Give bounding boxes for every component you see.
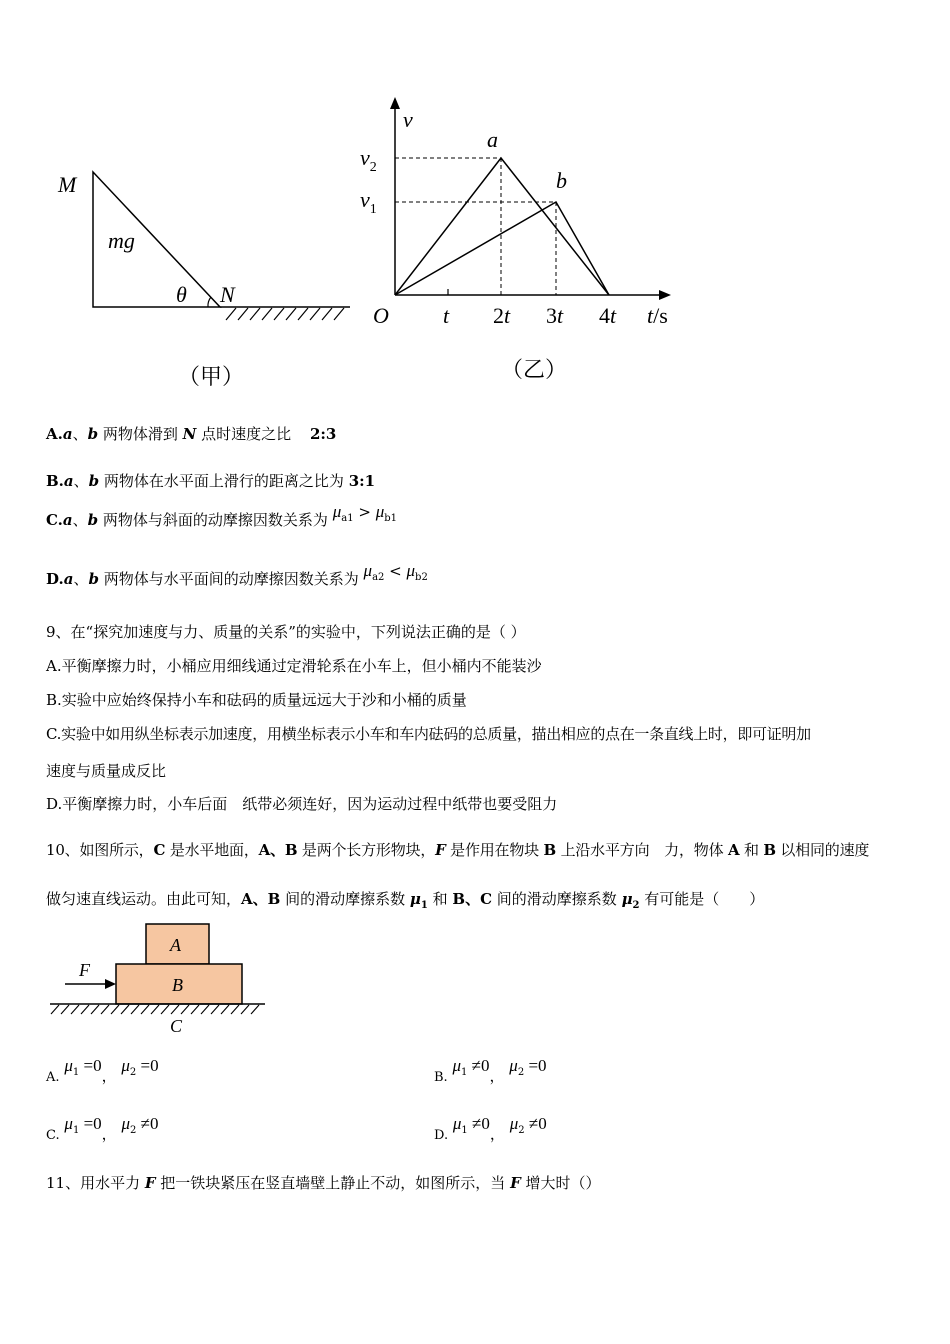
angle-arc (208, 297, 211, 307)
fig-label-b: B (172, 975, 183, 995)
q8-option-c: C.a、b 两物体与斜面的动摩擦因数关系为 $\mu_{a1} > \mu_{b1}$ (46, 502, 398, 529)
q9-option-a: A.平衡摩擦力时，小桶应用细线通过定滑轮系在小车上，但小桶内不能装沙 (46, 657, 542, 675)
q11-stem: 11、用水平力 F 把一铁块紧压在竖直墙壁上静止不动，如图所示，当 F 增大时（） (46, 1174, 601, 1192)
tick-2t: 2t (493, 303, 511, 328)
label-a: a (487, 127, 498, 152)
q8-option-b: B.a、b 两物体在水平面上滑行的距离之比为 3:1 (46, 472, 376, 490)
label-N: N (220, 282, 235, 307)
q8-option-d: D.a、b 两物体与水平面间的动摩擦因数关系为 $\mu_{a2} < \mu_{b2}$ (46, 561, 428, 588)
tick-4t: 4t (599, 303, 617, 328)
q9-stem: 9、在“探究加速度与力、质量的关系”的实验中，下列说法正确的是（ ） (46, 623, 526, 641)
force-arrow-head (105, 979, 116, 989)
tick-3t: 3t (546, 303, 564, 328)
v-axis-arrow (390, 97, 400, 109)
ground-hatching (226, 308, 344, 320)
fig-label-f: F (79, 960, 90, 980)
label-mg: mg (108, 228, 135, 253)
q10-option-c: C. $\mu_1 =0$， $\mu_2 \ne 0$ (46, 1114, 159, 1143)
q10-stem-line1: 10、如图所示，C 是水平地面，A、B 是两个长方形物块，F 是作用在物块 B 上沿水平方向 力，物体 A 和 B 以相同的速度 (46, 841, 870, 859)
q10-option-b: B. $\mu_1 \ne 0$， $\mu_2 =0$ (434, 1056, 547, 1085)
q10-stem-line2: 做匀速直线运动。由此可知，A、B 间的滑动摩擦系数 $\mu_1$ 和 B、C 间的滑动摩擦系数 $\mu_2$ 有可能是（ ） (46, 890, 765, 911)
q8-option-a: A.a、b 两物体滑到 N 点时速度之比 2:3 (46, 425, 337, 443)
label-v2: $v_2$ (360, 145, 377, 175)
tick-t: t (443, 303, 450, 328)
caption-yi: （乙） (501, 357, 568, 382)
t-axis-arrow (659, 290, 671, 300)
label-O: O (373, 303, 389, 328)
curve-b (395, 202, 609, 295)
caption-jia: （甲） (178, 364, 245, 389)
figure-yi (355, 95, 685, 395)
q9-option-d: D.平衡摩擦力时，小车后面 纸带必须连好，因为运动过程中纸带也要受阻力 (46, 795, 558, 813)
fig-label-a: A (170, 935, 181, 955)
label-v1: $v_1$ (360, 187, 377, 217)
label-theta: θ (176, 282, 187, 307)
q10-option-a: A. $\mu_1 =0$， $\mu_2 =0$ (46, 1056, 159, 1085)
q9-option-c-line2: 速度与质量成反比 (46, 762, 167, 780)
fig-label-c: C (170, 1016, 183, 1036)
figure-jia (40, 160, 360, 400)
label-b: b (556, 168, 567, 193)
label-M: M (58, 172, 77, 197)
axis-t-label: t/s (647, 303, 668, 328)
figure-blocks (45, 918, 275, 1038)
label-v: v (403, 107, 413, 132)
floor-hatching (51, 1005, 259, 1014)
q9-option-b: B.实验中应始终保持小车和砝码的质量远远大于沙和小桶的质量 (46, 691, 467, 709)
q10-option-d: D. $\mu_1 \ne 0$， $\mu_2 \ne 0$ (434, 1114, 547, 1143)
curve-a (395, 158, 609, 295)
q9-option-c-line1: C.实验中如用纵坐标表示加速度，用横坐标表示小车和车内砝码的总质量，描出相应的点在一条直线上时，即可证明加 (46, 725, 811, 743)
